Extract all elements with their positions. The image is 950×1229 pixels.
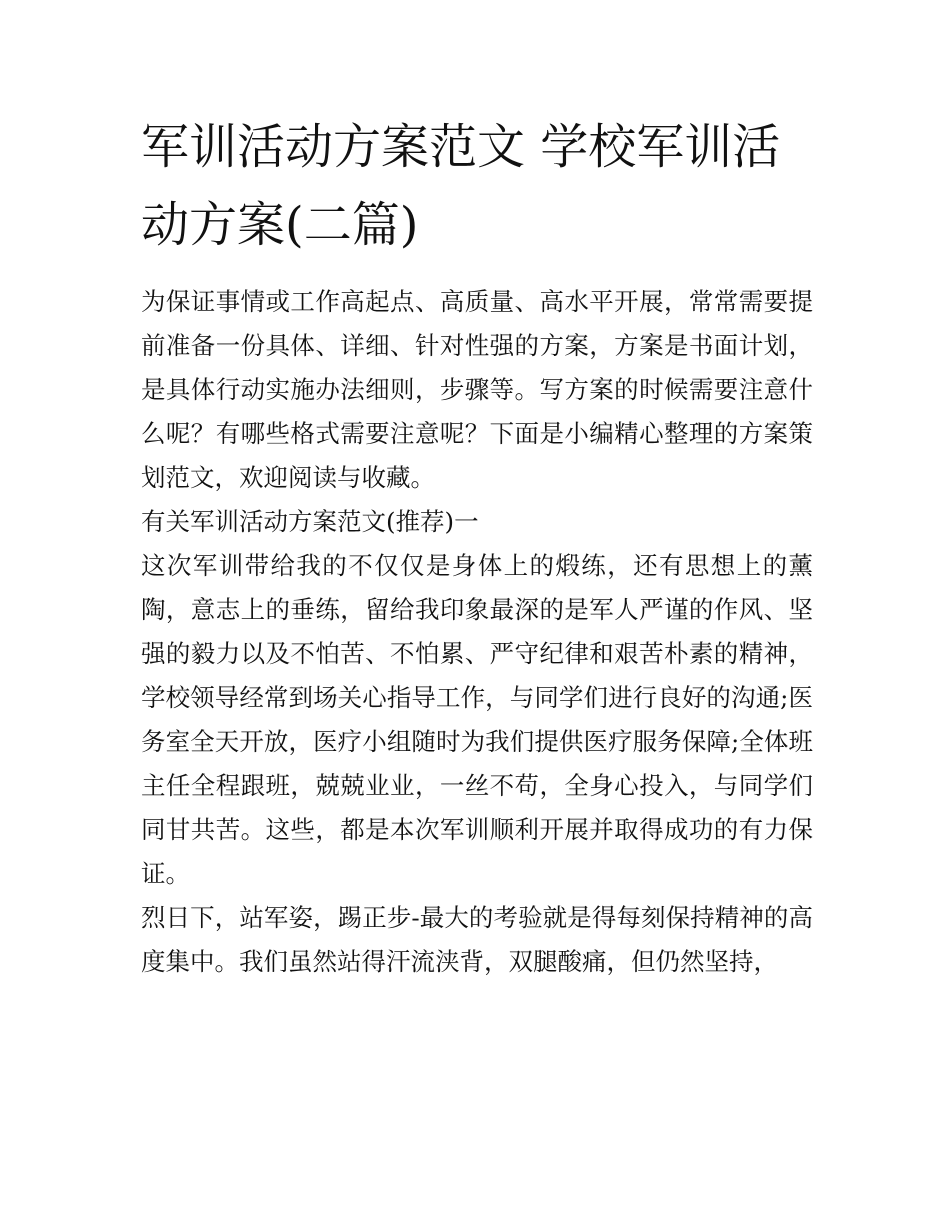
body-paragraph-2: 烈日下，站军姿，踢正步-最大的考验就是得每刻保持精神的高度集中。我们虽然站得汗流浃背，双腿酸痛，但仍然坚持， [141, 903, 813, 976]
document-body [141, 280, 813, 984]
body-paragraph-1: 这次军训带给我的不仅仅是身体上的煅练，还有思想上的薰陶，意志上的垂练，留给我印象最深的是军人严谨的作风、坚强的毅力以及不怕苦、不怕累、严守纪律和艰苦朴素的精神，学校领导经常到场关心指导工作，与同学们进行良好的沟通;医务室全天开放，医疗小组随时为我们提供医疗服务保障;全体班主任全程跟班，兢兢业业，一丝不苟，全身心投入，与同学们同甘共苦。这些，都是本次军训顺利开展并取得成功的有力保证。 [141, 551, 813, 888]
document-title: 军训活动方案范文 学校军训活动方案(二篇) [141, 119, 781, 253]
section-heading: 有关军训活动方案范文(推荐)一 [141, 507, 479, 536]
intro-paragraph: 为保证事情或工作高起点、高质量、高水平开展，常常需要提前准备一份具体、详细、针对性强的方案，方案是书面计划，是具体行动实施办法细则，步骤等。写方案的时候需要注意什么呢？有哪些格式需要注意呢？下面是小编精心整理的方案策划范文，欢迎阅读与收藏。 [141, 287, 813, 492]
